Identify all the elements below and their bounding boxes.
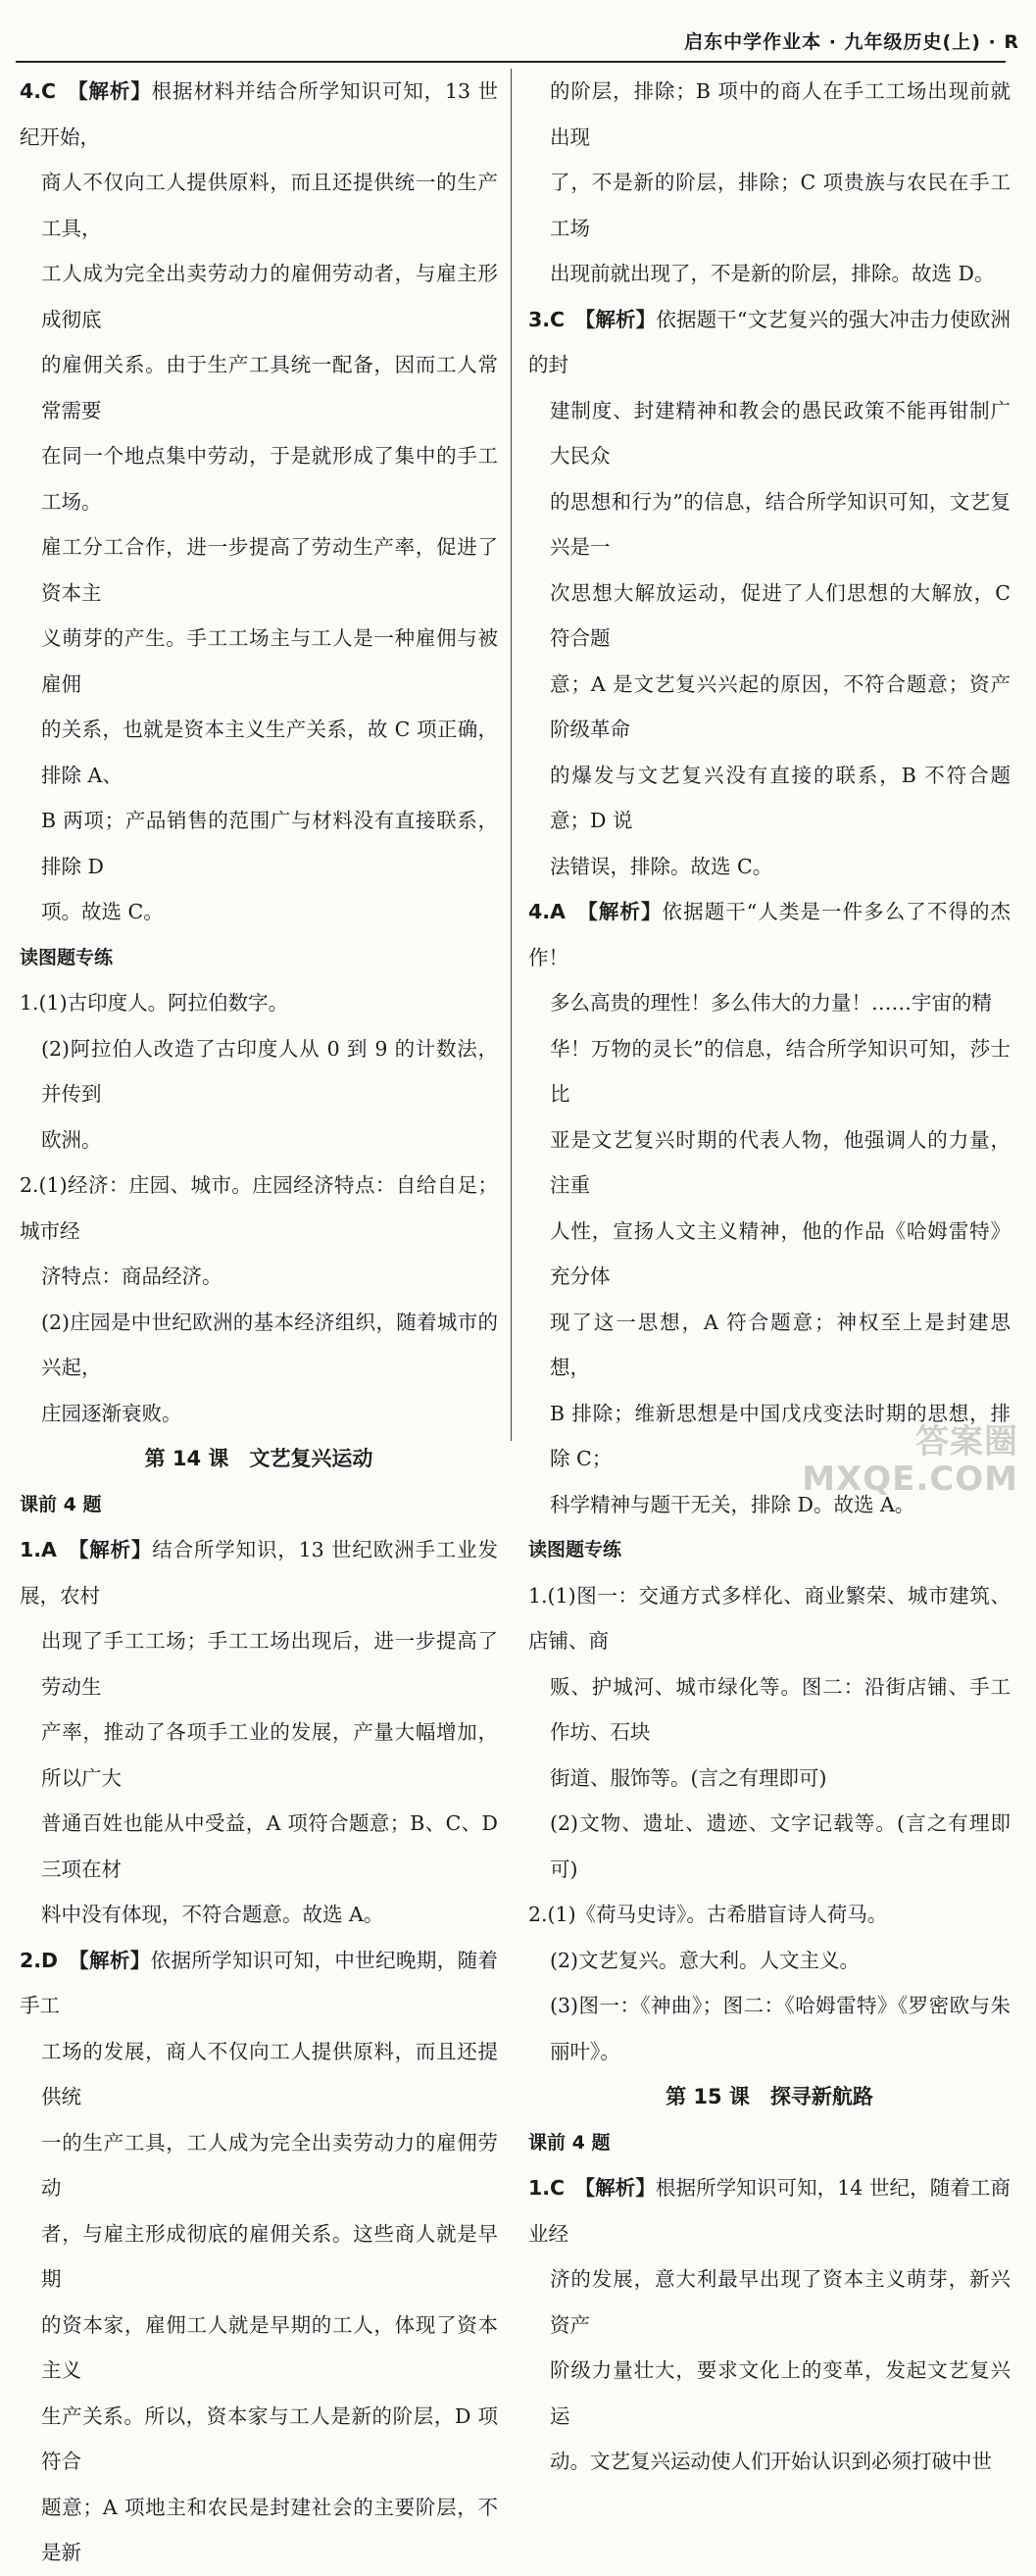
watermark-line-1: 答案圈: [915, 1422, 1018, 1461]
map-answer-2b: (2)庄园是中世纪欧洲的基本经济组织，随着城市的兴起，: [41, 1310, 498, 1379]
text-line: B 排除；维新思想是中国戊戌变法时期的思想，排除 C；: [550, 1401, 1011, 1470]
text-line: 的雇佣关系。由于生产工具统一配备，因而工人常常需要: [41, 353, 498, 422]
text-line: 街道、服饰等。(言之有理即可): [550, 1765, 827, 1790]
text-line: 阶级力量壮大，要求文化上的变革，发起文艺复兴运: [550, 2358, 1011, 2428]
text-line: 在同一个地点集中劳动，于是就形成了集中的手工工场。: [41, 444, 498, 514]
map-answer-r1a: 1.(1)图一：交通方式多样化、商业繁荣、城市建筑、店铺、商: [528, 1583, 1011, 1653]
text-line: 次思想大解放运动，促进了人们思想的大解放，C 符合题: [550, 580, 1011, 650]
text-line: 的爆发与文艺复兴没有直接的联系，B 不符合题意；D 说: [550, 763, 1011, 832]
answer-1a: 1.A 【解析】结合所学知识，13 世纪欧洲手工业发展，农村: [20, 1538, 498, 1608]
text-line: 生产关系。所以，资本家与工人是新的阶层，D 项符合: [41, 2403, 498, 2473]
text-line: 产率，推动了各项手工业的发展，产量大幅增加，所以广大: [41, 1720, 498, 1790]
section-pre-class-right: 课前 4 题: [528, 2131, 611, 2154]
text-line: 者，与雇主形成彻底的雇佣关系。这些商人就是早期: [41, 2221, 498, 2291]
text-line: 项。故选 C。: [41, 900, 164, 923]
answer-1c: 1.C 【解析】根据所学知识可知，14 世纪，随着工商业经: [528, 2176, 1011, 2246]
text-line: 现了这一思想，A 符合题意；神权至上是封建思想，: [550, 1310, 1011, 1379]
text-line: 人性，宣扬人文主义精神，他的作品《哈姆雷特》充分体: [550, 1218, 1011, 1288]
text-line: 济的发展，意大利最早出现了资本主义萌芽，新兴资产: [550, 2267, 1011, 2337]
page-header: 启东中学作业本 · 九年级历史(上) · R: [684, 31, 1019, 53]
answer-3c: 3.C 【解析】依据题干“文艺复兴的强大冲击力使欧洲的封: [528, 307, 1011, 376]
map-answer-r2c: (3)图一：《神曲》；图二：《哈姆雷特》《罗密欧与朱丽叶》。: [550, 1994, 1011, 2063]
answer-4c: 4.C 【解析】根据材料并结合所学知识可知，13 世纪开始，: [20, 79, 498, 149]
answer-2d: 2.D 【解析】依据所学知识可知，中世纪晚期，随着手工: [20, 1948, 499, 2017]
answer-4a: 4.A 【解析】依据题干“人类是一件多么了不得的杰作！: [528, 900, 1011, 969]
section-pre-class: 课前 4 题: [20, 1493, 102, 1515]
watermark: [802, 1423, 1018, 1498]
map-answer-1a: 1.(1)古印度人。阿拉伯数字。: [20, 991, 289, 1015]
text-line: 商人不仅向工人提供原料，而且还提供统一的生产工具，: [41, 171, 498, 240]
text-line: 了，不是新的阶层，排除；C 项贵族与农民在手工工场: [550, 171, 1011, 240]
text-line: 出现了手工工场；手工工场出现后，进一步提高了劳动生: [41, 1629, 498, 1699]
text-line: 雇工分工合作，进一步提高了劳动生产率，促进了资本主: [41, 535, 498, 605]
text-line: 普通百姓也能从中受益，A 项符合题意；B、C、D 三项在材: [41, 1811, 498, 1881]
text-line: 动。文艺复兴运动使人们开始认识到必须打破中世: [550, 2450, 992, 2473]
text-line: 的思想和行为”的信息，结合所学知识可知，文艺复兴是一: [550, 489, 1011, 559]
answer-2d-continued: 的阶层，排除；B 项中的商人在手工工场出现前就出现: [550, 79, 1011, 149]
watermark-line-2: MXQE.COM: [802, 1460, 1018, 1499]
lesson-14-title: 第 14 课 文艺复兴运动: [144, 1447, 373, 1470]
text-line: 济特点：商品经济。: [41, 1264, 222, 1288]
text-line: 庄园逐渐衰败。: [41, 1401, 182, 1425]
text-line: 的关系，也就是资本主义生产关系，故 C 项正确，排除 A、: [41, 718, 498, 787]
text-line: 科学精神与题干无关，排除 D。故选 A。: [550, 1492, 915, 1516]
text-line: 法错误，排除。故选 C。: [550, 854, 773, 878]
text-line: 欧洲。: [41, 1127, 102, 1152]
lesson-15-title: 第 15 课 探寻新航路: [666, 2085, 873, 2108]
map-answer-r1b: (2)文物、遗址、遗迹、文字记载等。(言之有理即可): [550, 1811, 1011, 1881]
text-line: 的资本家，雇佣工人就是早期的工人，体现了资本主义: [41, 2312, 498, 2382]
text-line: 华！万物的灵长”的信息，结合所学知识可知，莎士比: [550, 1036, 1011, 1106]
header-rule: [16, 61, 1006, 63]
text-line: B 两项；产品销售的范围广与材料没有直接联系，排除 D: [41, 809, 498, 878]
map-answer-r2a: 2.(1)《荷马史诗》。古希腊盲诗人荷马。: [528, 1903, 888, 1926]
text-line: 料中没有体现，不符合题意。故选 A。: [41, 1903, 384, 1926]
map-answer-2a: 2.(1)经济：庄园、城市。庄园经济特点：自给自足；城市经: [20, 1173, 498, 1243]
map-answer-r2b: (2)文艺复兴。意大利。人文主义。: [550, 1948, 861, 1972]
right-column: [528, 69, 1011, 2485]
text-line: 建制度、封建精神和教会的愚民政策不能再钳制广大民众: [550, 398, 1011, 468]
column-divider: [511, 69, 512, 1441]
text-line: 一的生产工具，工人成为完全出卖劳动力的雇佣劳动: [41, 2130, 498, 2200]
left-column: [20, 69, 498, 2576]
text-line: 工人成为完全出卖劳动力的雇佣劳动者，与雇主形成彻底: [41, 262, 498, 331]
text-line: 义萌芽的产生。手工工场主与工人是一种雇佣与被雇佣: [41, 626, 498, 696]
text-line: 题意；A 项地主和农民是封建社会的主要阶层，不是新: [41, 2495, 498, 2564]
text-line: 工场的发展，商人不仅向工人提供原料，而且还提供统: [41, 2039, 498, 2108]
section-map-practice-right: 读图题专练: [528, 1539, 622, 1560]
map-answer-1b: (2)阿拉伯人改造了古印度人从 0 到 9 的计数法，并传到: [41, 1036, 498, 1106]
section-map-practice: 读图题专练: [20, 946, 114, 968]
text-line: 贩、护城河、城市绿化等。图二：沿街店铺、手工作坊、石块: [550, 1674, 1011, 1744]
text-line: 出现前就出现了，不是新的阶层，排除。故选 D。: [550, 262, 995, 285]
text-line: 多么高贵的理性！多么伟大的力量！……宇宙的精: [550, 991, 992, 1015]
text-line: 意；A 是文艺复兴兴起的原因，不符合题意；资产阶级革命: [550, 671, 1011, 741]
text-line: 亚是文艺复兴时期的代表人物，他强调人的力量，注重: [550, 1127, 1011, 1197]
